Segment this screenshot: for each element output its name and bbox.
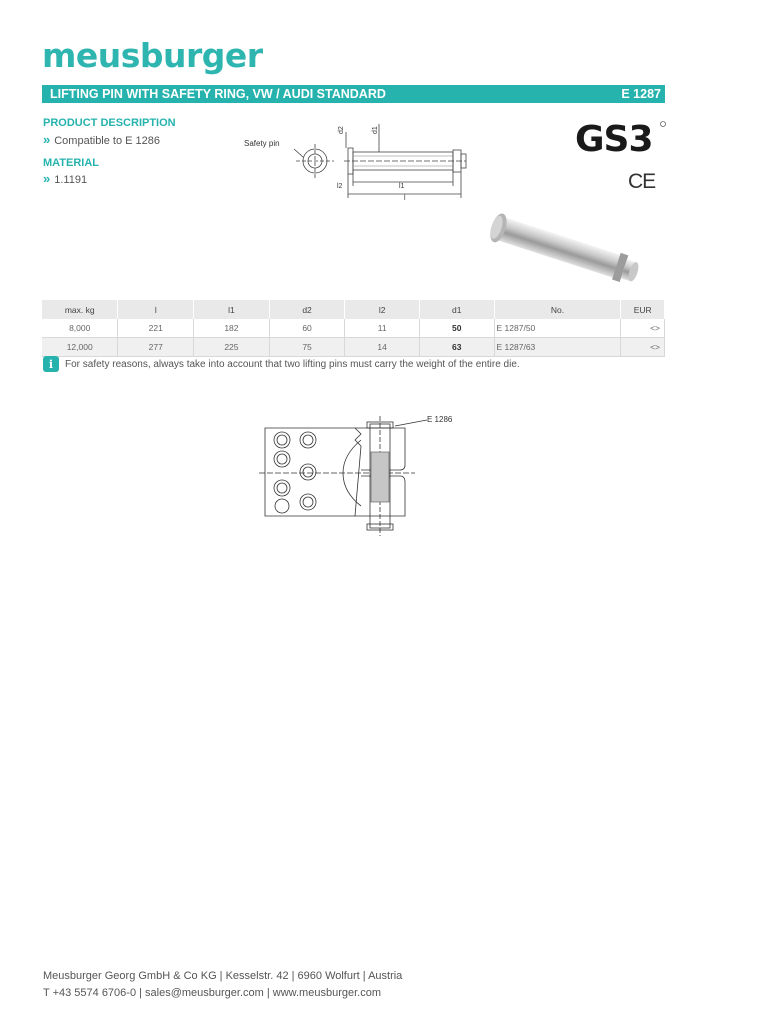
- product-title: LIFTING PIN WITH SAFETY RING, VW / AUDI STANDARD: [50, 87, 386, 101]
- safety-info-note: [43, 356, 520, 372]
- pin-technical-drawing: [236, 112, 471, 207]
- col-header-d2: d2: [269, 300, 345, 319]
- order-number-link[interactable]: E 1287/63: [494, 338, 621, 357]
- table-cell: 12,000: [42, 338, 118, 357]
- table-header-row: [42, 300, 665, 319]
- table-cell: 8,000: [42, 319, 118, 338]
- footer-address: Meusburger Georg GmbH & Co KG | Kesselstr. 42 | 6960 Wolfurt | Austria: [43, 970, 403, 982]
- description-item: » Compatible to E 1286: [43, 132, 161, 147]
- dim-l-label: l: [404, 195, 406, 202]
- dim-d1-label: d1: [372, 126, 379, 134]
- spec-table: [42, 300, 665, 357]
- product-photo: [472, 210, 660, 296]
- assembly-drawing: [255, 410, 465, 540]
- table-cell: 14: [345, 338, 420, 357]
- dim-l2-label: l2: [337, 183, 343, 190]
- table-cell: 50: [419, 319, 494, 338]
- info-icon: i: [43, 356, 59, 372]
- table-cell: 277: [118, 338, 194, 357]
- table-cell: 75: [269, 338, 345, 357]
- order-number-link[interactable]: E 1287/50: [494, 319, 621, 338]
- table-row: [42, 319, 665, 338]
- col-header-max-kg: max. kg: [42, 300, 118, 319]
- table-cell: 60: [269, 319, 345, 338]
- material-item: » 1.1191: [43, 171, 88, 186]
- price-cell: <>: [621, 319, 665, 338]
- dim-l1-label: l1: [399, 183, 405, 190]
- table-cell: 182: [194, 319, 270, 338]
- svg-text:GS3: GS3: [575, 120, 653, 156]
- dim-d2-label: d2: [338, 126, 345, 134]
- material-heading: MATERIAL: [43, 157, 100, 169]
- safety-pin-label: Safety pin: [244, 139, 280, 148]
- table-cell: 11: [345, 319, 420, 338]
- table-cell: 221: [118, 319, 194, 338]
- table-cell: 225: [194, 338, 270, 357]
- brand-logo: meusburger: [42, 36, 263, 75]
- col-header-eur: EUR: [621, 300, 665, 319]
- bullet-icon: »: [43, 132, 51, 147]
- ce-mark: CE: [628, 170, 656, 193]
- price-cell: <>: [621, 338, 665, 357]
- assembly-label: E 1286: [427, 415, 453, 424]
- col-header-l2: l2: [345, 300, 420, 319]
- col-header-l1: l1: [194, 300, 270, 319]
- info-note-text: For safety reasons, always take into account that two lifting pins must carry the weight of the entire die.: [65, 358, 520, 370]
- col-header-no: No.: [494, 300, 621, 319]
- footer-contact: T +43 5574 6706-0 | sales@meusburger.com | www.meusburger.com: [43, 987, 381, 999]
- gs-certification-logo: [575, 120, 667, 156]
- col-header-l: l: [118, 300, 194, 319]
- description-heading: PRODUCT DESCRIPTION: [43, 117, 176, 129]
- col-header-d1: d1: [419, 300, 494, 319]
- product-code: E 1287: [621, 87, 661, 101]
- table-row: [42, 338, 665, 357]
- product-title-bar: [42, 85, 665, 103]
- table-cell: 63: [419, 338, 494, 357]
- bullet-icon: »: [43, 171, 51, 186]
